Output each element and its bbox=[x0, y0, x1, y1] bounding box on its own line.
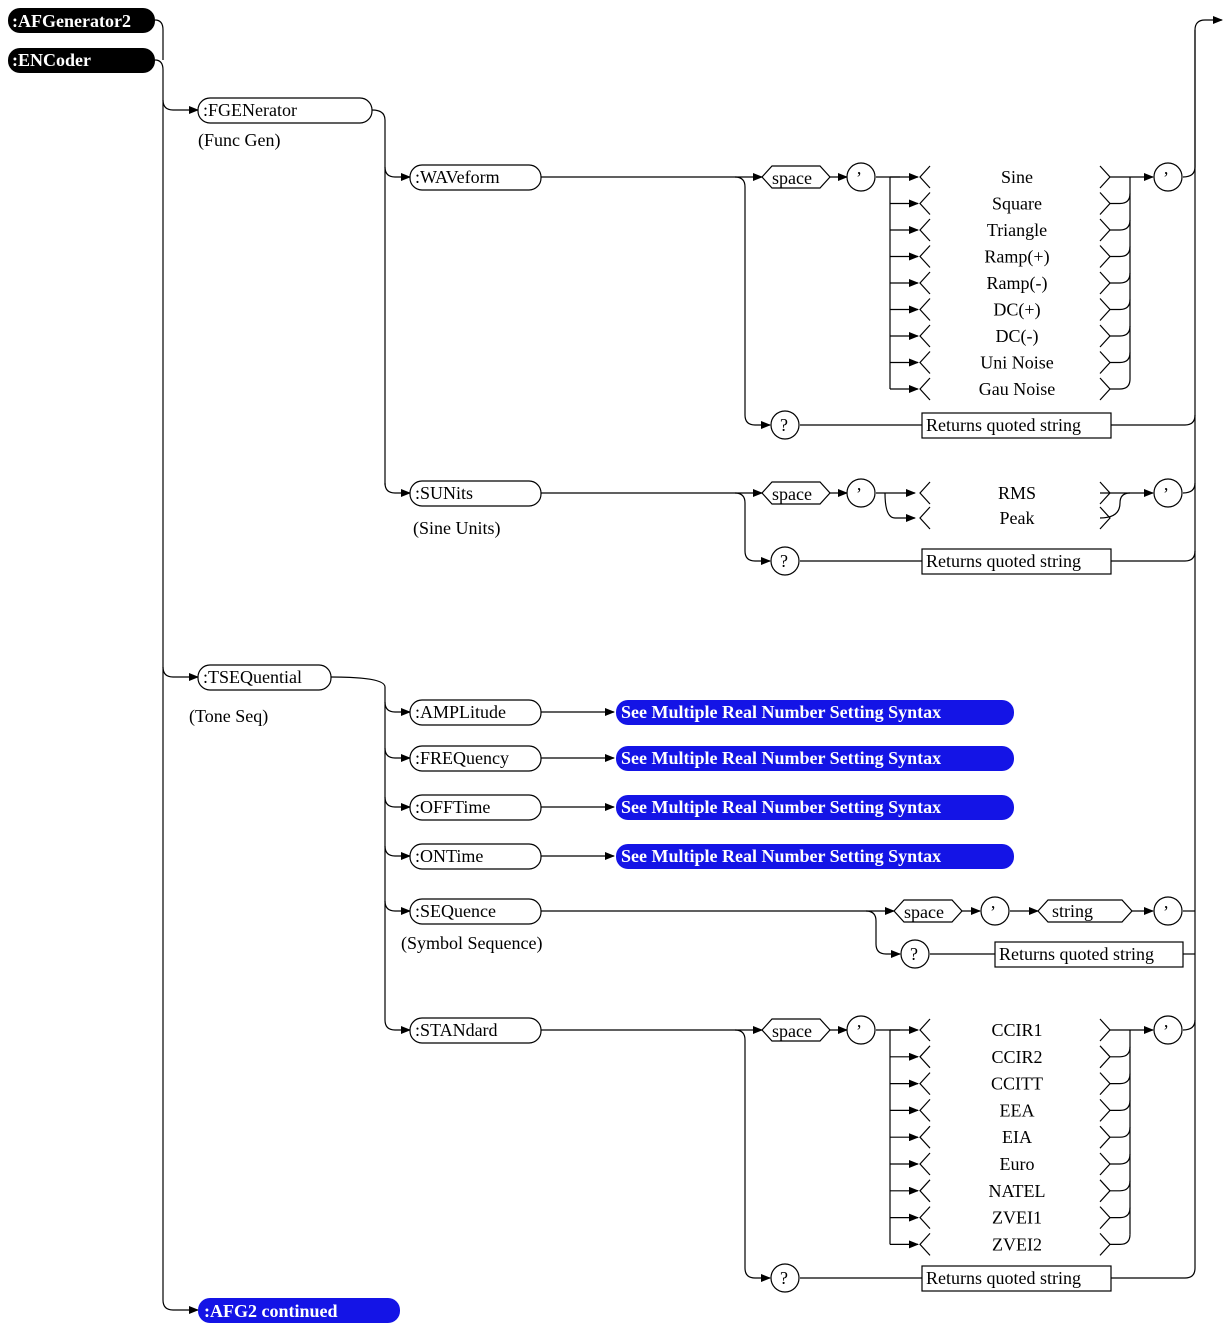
sunits-space-label: space bbox=[772, 484, 812, 504]
waveform-returns-label: Returns quoted string bbox=[926, 415, 1081, 435]
standard-query[interactable] bbox=[771, 1264, 799, 1292]
waveform-option[interactable]: DC(-) bbox=[995, 326, 1039, 346]
standard-option[interactable]: CCIR2 bbox=[991, 1046, 1043, 1067]
link-offtime[interactable] bbox=[410, 795, 1014, 820]
sunits-node[interactable] bbox=[410, 481, 541, 506]
standard-node[interactable] bbox=[410, 1018, 541, 1043]
sequence-label: :SEQuence bbox=[415, 901, 496, 921]
link-ontime-target: See Multiple Real Number Setting Syntax bbox=[621, 846, 942, 866]
standard-option[interactable]: ZVEI1 bbox=[992, 1207, 1042, 1228]
waveform-query-label: ? bbox=[780, 415, 788, 435]
root-encoder[interactable] bbox=[8, 48, 155, 73]
fgenerator-note: (Func Gen) bbox=[198, 130, 281, 150]
standard-close-quote-label: ’ bbox=[1163, 1021, 1169, 1041]
fgenerator-label: :FGENerator bbox=[203, 100, 297, 120]
sequence-note: (Symbol Sequence) bbox=[401, 933, 543, 953]
sequence-string-label: string bbox=[1052, 901, 1094, 921]
sunits-returns-label: Returns quoted string bbox=[926, 551, 1081, 571]
standard-space-token[interactable] bbox=[762, 1019, 830, 1041]
sequence-query[interactable] bbox=[901, 940, 929, 968]
sequence-space-token[interactable] bbox=[894, 900, 962, 922]
standard-option[interactable]: CCITT bbox=[991, 1073, 1043, 1094]
sequence-string-token[interactable] bbox=[1038, 900, 1132, 922]
waveform-option[interactable]: Square bbox=[992, 193, 1042, 214]
sunits-query[interactable] bbox=[771, 547, 799, 575]
waveform-open-quote[interactable] bbox=[847, 163, 875, 191]
waveform-node[interactable] bbox=[410, 165, 541, 190]
waveform-returns-box bbox=[922, 413, 1111, 438]
waveform-label: :WAVeform bbox=[415, 167, 500, 187]
sunits-options bbox=[920, 482, 1110, 529]
standard-returns-label: Returns quoted string bbox=[926, 1268, 1081, 1288]
waveform-option[interactable]: Gau Noise bbox=[978, 379, 1056, 399]
waveform-open-quote-label: ’ bbox=[856, 168, 862, 188]
waveform-space-label: space bbox=[772, 168, 812, 188]
standard-open-quote-label: ’ bbox=[856, 1021, 862, 1041]
sequence-close-quote[interactable] bbox=[1154, 897, 1182, 925]
standard-option[interactable]: EIA bbox=[1002, 1127, 1032, 1148]
standard-option[interactable]: NATEL bbox=[988, 1180, 1046, 1201]
standard-option[interactable]: CCIR1 bbox=[991, 1020, 1043, 1040]
standard-label: :STANdard bbox=[415, 1020, 498, 1040]
link-frequency-label: :FREQuency bbox=[415, 748, 509, 768]
link-offtime-label: :OFFTime bbox=[415, 797, 491, 817]
link-amplitude-label: :AMPLitude bbox=[415, 702, 507, 722]
standard-close-quote[interactable] bbox=[1154, 1016, 1182, 1044]
fgenerator-node[interactable] bbox=[198, 98, 372, 123]
standard-option[interactable]: Euro bbox=[999, 1154, 1035, 1174]
sequence-returns-label: Returns quoted string bbox=[999, 944, 1154, 964]
sunits-query-label: ? bbox=[780, 551, 788, 571]
waveform-close-quote-label: ’ bbox=[1163, 168, 1169, 188]
waveform-options bbox=[876, 166, 1130, 400]
sequence-query-label: ? bbox=[910, 944, 918, 964]
tsequential-label: :TSEQuential bbox=[203, 667, 302, 687]
sunits-returns-box bbox=[922, 549, 1111, 574]
standard-options bbox=[876, 1019, 1130, 1255]
sequence-close-quote-label: ’ bbox=[1163, 902, 1169, 922]
afg2-continued-link[interactable] bbox=[198, 1298, 400, 1323]
sunits-close-quote-label: ’ bbox=[1163, 484, 1169, 504]
standard-returns-box bbox=[922, 1266, 1111, 1291]
link-amplitude-target: See Multiple Real Number Setting Syntax bbox=[621, 702, 942, 722]
waveform-option[interactable]: Uni Noise bbox=[980, 352, 1054, 373]
sunits-note: (Sine Units) bbox=[413, 518, 501, 538]
waveform-option[interactable]: Triangle bbox=[986, 220, 1048, 240]
waveform-close-quote[interactable] bbox=[1154, 163, 1182, 191]
root-afgenerator2[interactable] bbox=[8, 8, 155, 33]
link-ontime-label: :ONTime bbox=[415, 846, 484, 866]
sunits-space-token[interactable] bbox=[762, 482, 830, 504]
waveform-option[interactable]: Ramp(-) bbox=[986, 273, 1048, 293]
standard-option[interactable]: ZVEI2 bbox=[992, 1234, 1042, 1255]
tsequential-note: (Tone Seq) bbox=[189, 706, 269, 726]
standard-option[interactable]: EEA bbox=[999, 1100, 1035, 1121]
sunits-label: :SUNits bbox=[415, 483, 474, 503]
sunits-close-quote[interactable] bbox=[1154, 479, 1182, 507]
standard-open-quote[interactable] bbox=[847, 1016, 875, 1044]
link-offtime-target: See Multiple Real Number Setting Syntax bbox=[621, 797, 942, 817]
sequence-space-label: space bbox=[904, 902, 944, 922]
waveform-option[interactable]: Sine bbox=[1000, 167, 1034, 187]
sunits-open-quote-label: ’ bbox=[856, 484, 862, 504]
waveform-option[interactable]: DC(+) bbox=[993, 299, 1041, 320]
link-amplitude[interactable] bbox=[410, 700, 1014, 725]
afg2-continued-label: :AFG2 continued bbox=[204, 1301, 338, 1321]
sunits-option[interactable]: Peak bbox=[999, 508, 1035, 528]
waveform-query[interactable] bbox=[771, 411, 799, 439]
sequence-node[interactable] bbox=[410, 899, 541, 924]
root-encoder-label: :ENCoder bbox=[12, 50, 91, 70]
sequence-open-quote-label: ’ bbox=[990, 902, 996, 922]
standard-space-label: space bbox=[772, 1021, 812, 1041]
sequence-returns-box bbox=[995, 942, 1183, 967]
tsequential-node[interactable] bbox=[198, 665, 331, 690]
link-frequency[interactable] bbox=[410, 746, 1014, 771]
link-frequency-target: See Multiple Real Number Setting Syntax bbox=[621, 748, 942, 768]
sunits-option[interactable]: RMS bbox=[997, 483, 1037, 503]
waveform-option[interactable]: Ramp(+) bbox=[984, 246, 1050, 267]
waveform-space-token[interactable] bbox=[762, 166, 830, 188]
root-afgenerator2-label: :AFGenerator2 bbox=[12, 11, 131, 31]
standard-query-label: ? bbox=[780, 1268, 788, 1288]
sequence-open-quote[interactable] bbox=[981, 897, 1009, 925]
sunits-open-quote[interactable] bbox=[847, 479, 875, 507]
link-ontime[interactable] bbox=[410, 844, 1014, 869]
